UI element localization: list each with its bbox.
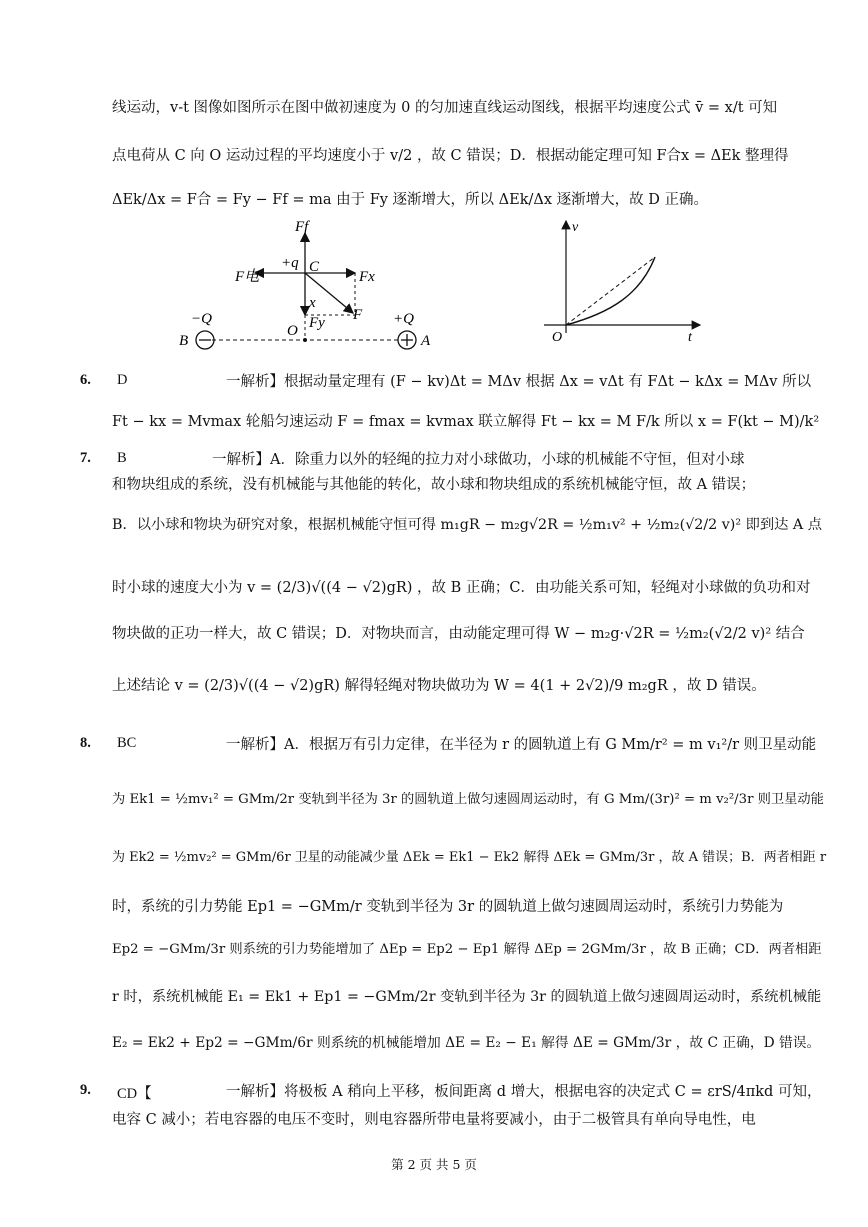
q7-answer: B	[117, 450, 127, 466]
label-b: B	[179, 333, 189, 349]
q8-line: 一解析】A．根据万有引力定律，在半径为 r 的圆轨道上有 G Mm/r² = m v₁²/r 则卫星动能	[226, 737, 817, 753]
q6-line: Ft − kx = Mvmax 轮船匀速运动 F = fmax = kvmax 联立解得 Ft − kx = M F/k 所以 x = F(kt − M)/k²	[112, 414, 820, 430]
q7-line: 物块做的正功一样大，故 C 错误；D．对物块而言，由动能定理可得 W − m₂g·√2R = ½m₂(√2/2 v)² 结合	[112, 626, 805, 642]
q6-line: 一解析】根据动量定理有 (F − kv)Δt = MΔv 根据 Δx = vΔt 有 FΔt − kΔx = MΔv 所以	[226, 374, 812, 390]
q8-line: E₂ = Ek2 + Ep2 = −GMm/6r 则系统的机械能增加 ΔE = E₂ − E₁ 解得 ΔE = GMm/3r ，故 C 正确，D 错误。	[112, 1035, 821, 1051]
label-a: A	[421, 333, 431, 349]
q8-line: 为 Ek1 = ½mv₁² = GMm/2r 变轨到半径为 3r 的圆轨道上做匀速圆周运动时，有 G Mm/(3r)² = m v₂²/3r 则卫星动能	[112, 792, 824, 807]
q8-line: Ep2 = −GMm/3r 则系统的引力势能增加了 ΔEp = Ep2 − Ep1 解得 ΔEp = 2GMm/3r ，故 B 正确；CD．两者相距	[112, 942, 822, 957]
label-fx: Fx	[359, 269, 375, 285]
paragraph-line: 线运动，v-t 图像如图所示在图中做初速度为 0 的匀加速直线运动图线，根据平均速度公式 v̄ = x/t 可知	[112, 100, 778, 116]
vt-graph	[540, 215, 710, 345]
paragraph-line: ΔEk/Δx = F合 = Fy − Ff = ma 由于 Fy 逐渐增大，所以 ΔEk/Δx 逐渐增大，故 D 正确。	[112, 192, 708, 208]
paragraph-line: 点电荷从 C 向 O 运动过程的平均速度小于 v/2 ，故 C 错误；D．根据动能定理可知 F合x = ΔEk 整理得	[112, 148, 789, 164]
label-ff: Ff	[295, 219, 309, 235]
q8-number: 8.	[80, 735, 91, 751]
q9-number: 9.	[80, 1082, 91, 1098]
q7-line: B．以小球和物块为研究对象，根据机械能守恒可得 m₁gR − m₂g√2R = ½m₁v² + ½m₂(√2/2 v)² 即到达 A 点	[112, 517, 822, 533]
q7-line: 和物块组成的系统，没有机械能与其他能的转化，故小球和物块组成的系统机械能守恒，故 A 错误；	[112, 477, 756, 493]
q8-line: 为 Ek2 = ½mv₂² = GMm/6r 卫星的动能减少量 ΔEk = Ek1 − Ek2 解得 ΔEk = GMm/3r ，故 A 错误；B．两者相距 r	[112, 850, 827, 865]
q8-answer: BC	[117, 735, 137, 751]
q6-number: 6.	[80, 372, 91, 388]
label-o: O	[287, 323, 298, 339]
label-c: C	[309, 259, 320, 275]
q8-line: r 时，系统机械能 E₁ = Ek1 + Ep1 = −GMm/2r 变轨到半径为 3r 的圆轨道上做匀速圆周运动时，系统机械能	[112, 989, 822, 1005]
q6-answer: D	[117, 372, 128, 388]
label-x: x	[309, 295, 316, 311]
label-plus-q: +q	[281, 255, 299, 271]
q7-line: 一解析】A．除重力以外的轻绳的拉力对小球做功，小球的机械能不守恒，但对小球	[212, 452, 745, 468]
vt-y-label: v	[572, 220, 579, 235]
q7-line: 时小球的速度大小为 v = (2/3)√((4 − √2)gR) ，故 B 正确；C．由功能关系可知，轻绳对小球做的负功和对	[112, 580, 811, 596]
q9-line: 电容 C 减小；若电容器的电压不变时，则电容器所带电量将要减小，由于二极管具有单向导电性，电	[112, 1112, 756, 1128]
label-plus-big-q: +Q	[393, 311, 414, 327]
q7-number: 7.	[80, 450, 91, 466]
force-diagram	[175, 215, 445, 355]
q7-line: 上述结论 v = (2/3)√((4 − √2)gR) 解得轻绳对物块做功为 W = 4(1 + 2√2)/9 m₂gR ，故 D 错误。	[112, 678, 766, 694]
label-f: F	[353, 307, 363, 323]
vt-x-label: t	[688, 330, 692, 345]
page-footer: 第 2 页 共 5 页	[391, 1157, 477, 1172]
q9-answer: CD【	[117, 1086, 152, 1102]
label-f-elec: F电	[235, 269, 260, 285]
q8-line: 时，系统的引力势能 Ep1 = −GMm/r 变轨到半径为 3r 的圆轨道上做匀速圆周运动时，系统引力势能为	[112, 899, 784, 915]
label-fy: Fy	[309, 315, 325, 331]
vt-origin: O	[552, 330, 563, 345]
q9-line: 一解析】将极板 A 稍向上平移，板间距离 d 增大，根据电容的决定式 C = εrS/4πkd 可知，	[226, 1084, 822, 1100]
label-minus-big-q: −Q	[191, 311, 212, 327]
